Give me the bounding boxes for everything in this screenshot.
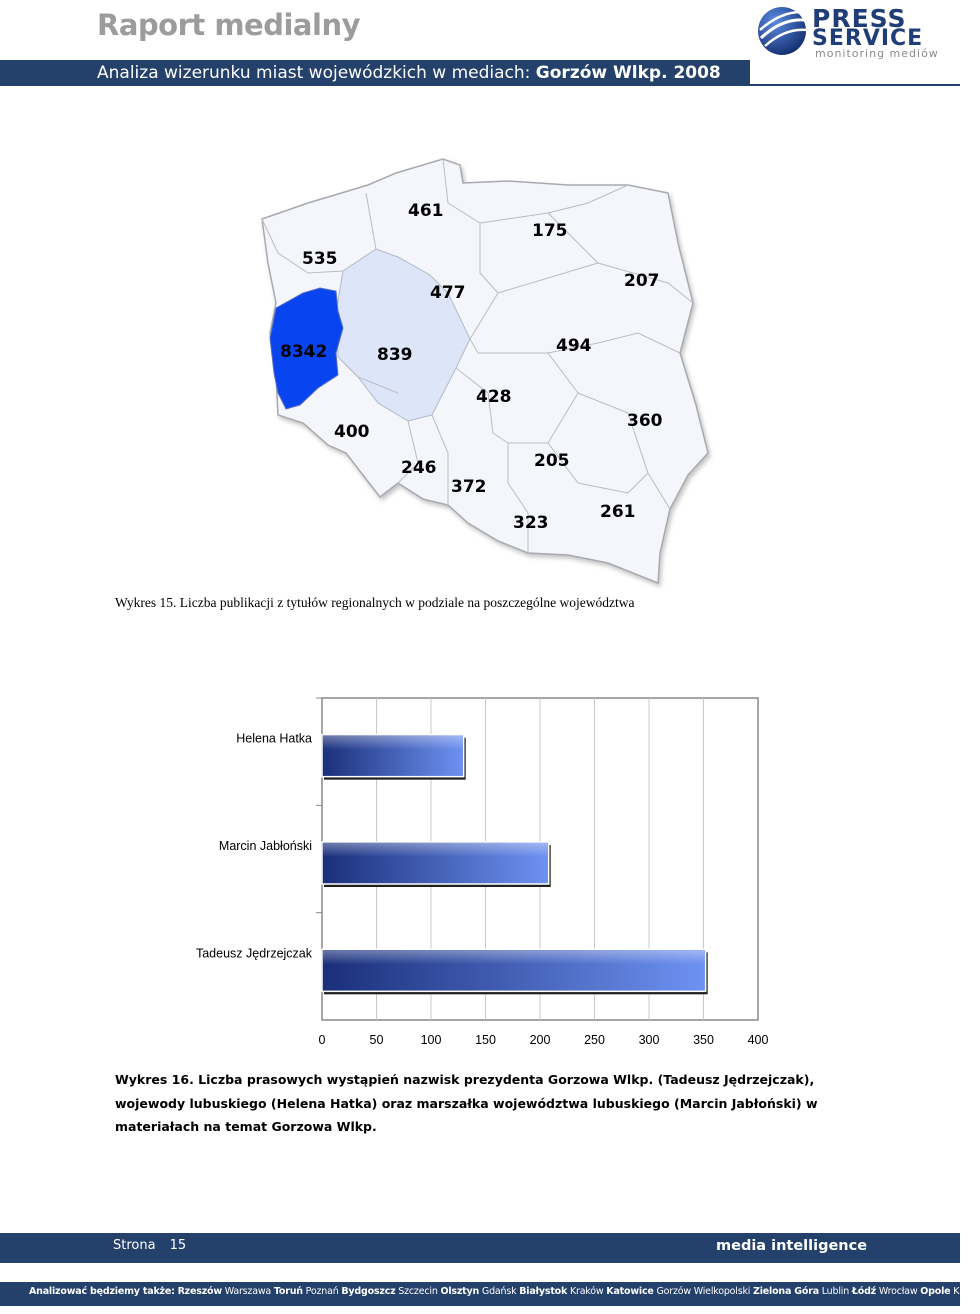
map-value-16: 261	[600, 502, 636, 522]
chart-x-tick-label: 300	[638, 1033, 660, 1047]
press-service-logo	[755, 4, 950, 60]
city-item: Bydgoszcz	[341, 1286, 396, 1297]
caption-chart-16: Wykres 16. Liczba prasowych wystąpień nazwisk prezydenta Gorzowa Wlkp. (Tadeusz Jędrzejczak), wojewody lubuskiego (Helena Hatka) oraz marszałka województwa lubuskiego (Marcin Jabłoński) w materiałach na temat Gorzowa Wlkp.	[115, 1072, 818, 1134]
chart-x-tick-label: 400	[747, 1033, 769, 1047]
chart-x-tick-label: 350	[693, 1033, 714, 1047]
chart-y-label: Helena Hatka	[236, 731, 312, 746]
poland-voivodeship-map	[248, 153, 718, 593]
footer-tagline: media intelligence	[716, 1238, 868, 1254]
logo-press: PRESS	[812, 4, 907, 33]
city-item: Białystok	[519, 1286, 568, 1297]
logo-globe-icon	[755, 4, 811, 60]
page-number: 15	[169, 1238, 187, 1253]
map-value-10: 360	[627, 411, 663, 431]
map-value-6: 8342	[280, 342, 328, 362]
city-item: Łódź	[851, 1286, 877, 1297]
chart-x-tick-label: 250	[584, 1033, 605, 1047]
chart-x-tick-label: 0	[318, 1033, 326, 1047]
chart-bar-gloss	[323, 843, 548, 857]
chart-y-label: Marcin Jabłoński	[218, 839, 312, 853]
city-item: Katowice	[606, 1286, 654, 1297]
cities-intro: Analizować będziemy także:	[29, 1286, 175, 1297]
header-line	[750, 84, 960, 86]
chart-x-tick-label: 150	[475, 1033, 496, 1047]
city-item: Wrocław	[878, 1286, 918, 1297]
city-item: Kraków	[569, 1286, 604, 1297]
chart-x-ticks	[319, 1033, 769, 1047]
map-value-13: 205	[534, 451, 570, 471]
map-value-8: 494	[556, 336, 592, 356]
map-value-4: 477	[430, 283, 466, 303]
map-value-1: 461	[408, 201, 444, 221]
page-label: Strona	[113, 1238, 156, 1253]
city-item: Poznań	[305, 1286, 339, 1297]
mentions-bar-chart	[0, 690, 960, 1050]
city-item: Kielce	[953, 1286, 980, 1297]
map-value-2: 175	[532, 221, 568, 241]
chart-y-label: Tadeusz Jędrzejczak	[195, 946, 312, 961]
chart-bar-gloss	[323, 736, 463, 750]
map-value-11: 400	[334, 422, 370, 442]
page-indicator	[113, 1238, 186, 1253]
map-value-5: 207	[624, 271, 660, 291]
city-item: Gorzów Wielkopolski	[656, 1286, 751, 1297]
city-item: Olsztyn	[440, 1286, 480, 1297]
report-title: Raport medialny	[97, 8, 360, 42]
city-item: Szczecin	[398, 1286, 438, 1297]
subtitle-prefix: Analiza wizerunku miast wojewódzkich w mediach:	[97, 63, 536, 83]
map-value-9: 428	[476, 387, 512, 407]
chart-x-tick-label: 100	[420, 1033, 442, 1047]
cities-items	[178, 1286, 980, 1297]
chart-x-tick-label: 200	[529, 1033, 551, 1047]
map-value-12: 246	[401, 458, 437, 478]
subtitle-city: Gorzów Wlkp. 2008	[535, 63, 721, 83]
map-value-15: 323	[513, 513, 549, 533]
city-item: Toruń	[273, 1286, 303, 1297]
chart-y-labels	[196, 698, 322, 960]
city-item: Lublin	[821, 1286, 850, 1297]
city-item: Gdańsk	[481, 1286, 517, 1297]
map-value-14: 372	[451, 477, 487, 497]
city-item: Zielona Góra	[753, 1286, 819, 1297]
city-item: Rzeszów	[177, 1286, 222, 1297]
map-value-7: 839	[377, 345, 413, 365]
logo-service: SERVICE	[812, 26, 924, 51]
cities-list	[29, 1286, 980, 1297]
logo-tagline: monitoring mediów	[815, 47, 939, 60]
chart-bar-gloss	[323, 950, 705, 964]
chart-x-tick-label: 50	[369, 1033, 384, 1047]
map-value-3: 535	[302, 249, 338, 269]
city-item: Opole	[920, 1286, 951, 1297]
report-subtitle	[97, 61, 721, 85]
caption-chart-15: Wykres 15. Liczba publikacji z tytułów regionalnych w podziale na poszczególne województwa	[115, 595, 635, 610]
city-item: Warszawa	[224, 1286, 272, 1297]
